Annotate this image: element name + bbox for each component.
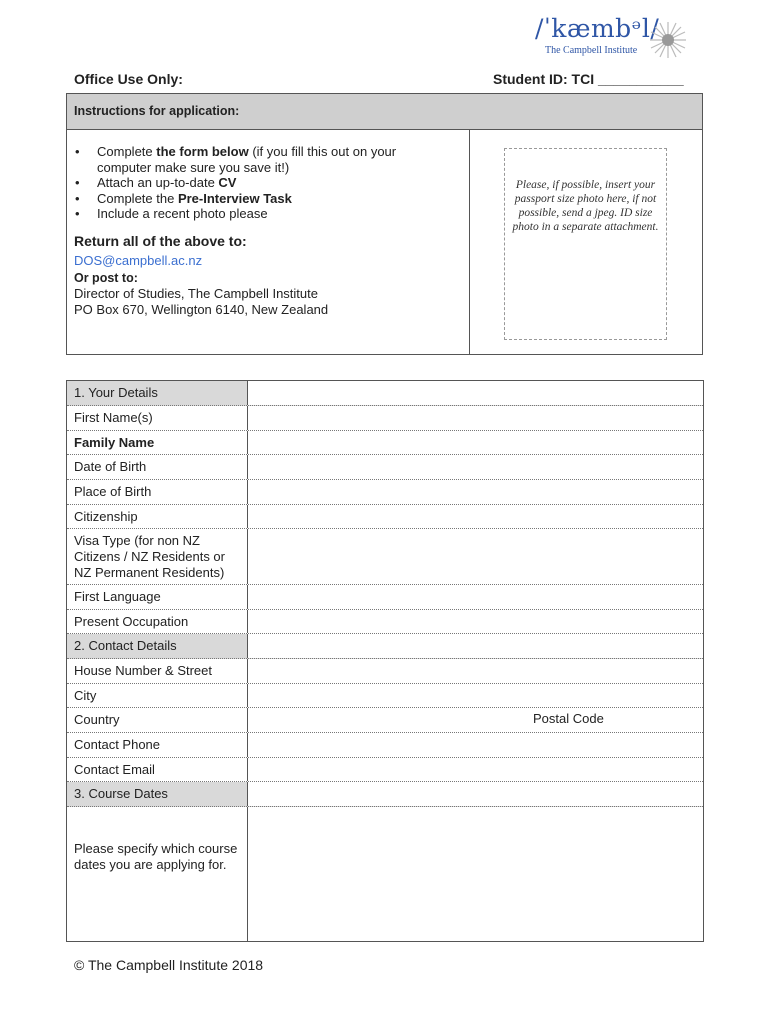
section-header bbox=[67, 634, 703, 659]
first-language-label: First Language bbox=[67, 585, 248, 609]
family-name-label: Family Name bbox=[67, 431, 248, 454]
pob-field[interactable] bbox=[248, 480, 703, 504]
bullet-text: Complete bbox=[97, 144, 157, 159]
pob-label: Place of Birth bbox=[67, 480, 248, 504]
bullet-text: Attach an up-to-date bbox=[97, 175, 219, 190]
phone-field[interactable] bbox=[248, 733, 703, 757]
section-spacer bbox=[248, 634, 703, 658]
form-row bbox=[67, 708, 703, 733]
city-label: City bbox=[67, 684, 248, 707]
section-header bbox=[67, 782, 703, 807]
postal-code-label: Postal Code bbox=[533, 711, 604, 726]
office-use-label: Office Use Only: bbox=[74, 71, 183, 87]
form-row bbox=[67, 480, 703, 505]
bullet-bold: Pre-Interview Task bbox=[177, 190, 292, 206]
instructions-title: Instructions for application: bbox=[74, 104, 240, 118]
section-title: 1. Your Details bbox=[67, 381, 248, 405]
list-item bbox=[74, 191, 396, 207]
form-row bbox=[67, 807, 703, 941]
section-title: 3. Course Dates bbox=[67, 782, 248, 806]
logo-subtitle: The Campbell Institute bbox=[545, 45, 638, 56]
citizenship-label: Citizenship bbox=[67, 505, 248, 528]
or-post-label: Or post to: bbox=[74, 271, 138, 285]
address-line: PO Box 670, Wellington 6140, New Zealand bbox=[74, 301, 329, 317]
form-row bbox=[67, 659, 703, 684]
street-field[interactable] bbox=[248, 659, 703, 683]
visa-label: Visa Type (for non NZ Citizens / NZ Residents or NZ Permanent Residents) bbox=[67, 529, 248, 584]
form-row bbox=[67, 529, 703, 585]
course-dates-field[interactable] bbox=[248, 807, 703, 941]
instructions-header bbox=[67, 94, 702, 130]
section-spacer bbox=[248, 782, 703, 806]
country-field[interactable] bbox=[248, 708, 703, 732]
list-item bbox=[74, 175, 396, 191]
country-label: Country bbox=[67, 708, 248, 732]
form-row bbox=[67, 455, 703, 480]
photo-placeholder[interactable] bbox=[504, 148, 667, 340]
section-header bbox=[67, 381, 703, 406]
street-label: House Number & Street bbox=[67, 659, 248, 683]
visa-field[interactable] bbox=[248, 529, 703, 584]
postal-address bbox=[74, 286, 328, 317]
instructions-list bbox=[74, 144, 396, 222]
section-title: 2. Contact Details bbox=[67, 634, 248, 658]
form-row bbox=[67, 505, 703, 529]
daisy-logo-icon bbox=[648, 20, 688, 60]
bullet-bold: the form below bbox=[156, 144, 249, 159]
citizenship-field[interactable] bbox=[248, 505, 703, 528]
occupation-label: Present Occupation bbox=[67, 610, 248, 633]
return-heading: Return all of the above to: bbox=[74, 233, 247, 249]
bullet-text: (if you fill this out on your bbox=[248, 144, 397, 159]
address-line: Director of Studies, The Campbell Institute bbox=[74, 286, 318, 301]
bullet-text: Complete the bbox=[97, 190, 178, 206]
dob-field[interactable] bbox=[248, 455, 703, 479]
bullet-text: Include a recent photo please bbox=[97, 206, 268, 221]
first-name-label: First Name(s) bbox=[67, 406, 248, 430]
copyright-footer: © The Campbell Institute 2018 bbox=[74, 957, 264, 973]
details-form bbox=[66, 380, 704, 942]
list-item bbox=[74, 206, 396, 222]
list-item bbox=[74, 144, 396, 175]
divider bbox=[469, 130, 470, 355]
family-name-field[interactable] bbox=[248, 431, 703, 454]
phone-label: Contact Phone bbox=[67, 733, 248, 757]
form-row bbox=[67, 684, 703, 708]
form-row bbox=[67, 610, 703, 634]
bullet-text: computer make sure you save it!) bbox=[97, 159, 290, 175]
bullet-bold: CV bbox=[218, 175, 237, 190]
form-row bbox=[67, 431, 703, 455]
form-row bbox=[67, 585, 703, 610]
student-id-field[interactable]: Student ID: TCI ___________ bbox=[493, 71, 684, 87]
occupation-field[interactable] bbox=[248, 610, 703, 633]
dob-label: Date of Birth bbox=[67, 455, 248, 479]
city-field[interactable] bbox=[248, 684, 703, 707]
form-row bbox=[67, 733, 703, 758]
email-field[interactable] bbox=[248, 758, 703, 781]
form-row bbox=[67, 406, 703, 431]
logo-wordmark: /ˈkæmbᵊl/ bbox=[535, 14, 660, 43]
course-dates-label: Please specify which course dates you are applying for. bbox=[67, 807, 248, 941]
photo-note: Please, if possible, insert your passport size photo here, if not possible, send a jpeg. ID size photo in a separate attachment. bbox=[512, 179, 659, 233]
form-row bbox=[67, 758, 703, 782]
first-name-field[interactable] bbox=[248, 406, 703, 430]
email-label: Contact Email bbox=[67, 758, 248, 781]
section-spacer bbox=[248, 381, 703, 405]
email-link[interactable]: DOS@campbell.ac.nz bbox=[74, 253, 203, 268]
first-language-field[interactable] bbox=[248, 585, 703, 609]
